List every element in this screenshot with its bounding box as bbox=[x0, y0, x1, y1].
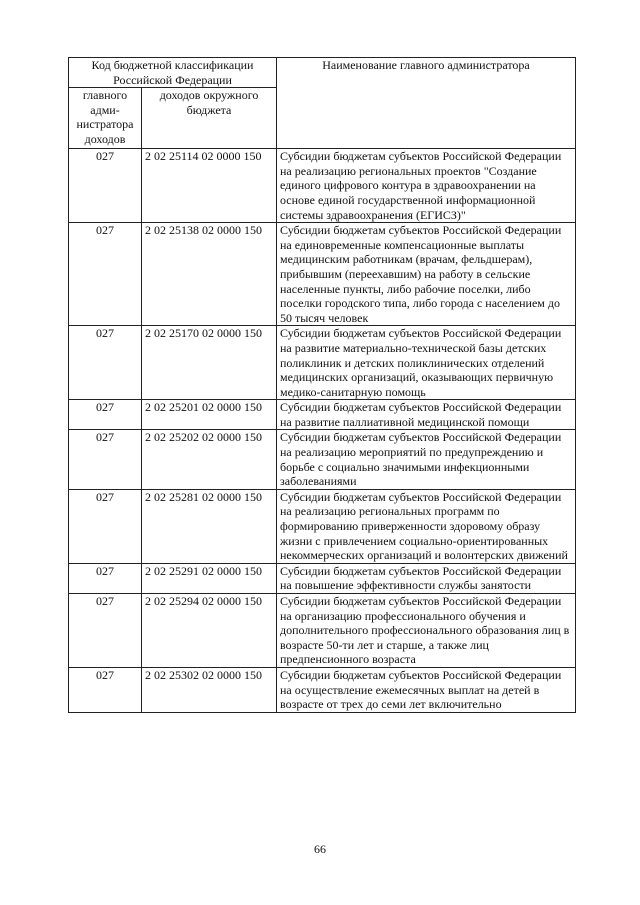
revenue-code-cell: 2 02 25291 02 0000 150 bbox=[142, 563, 277, 593]
table-row bbox=[69, 489, 576, 563]
administrator-name-cell: Субсидии бюджетам субъектов Российской Федерации на организацию профессионального обучения и дополнительного профессионального образования лиц в возрасте 50-ти лет и старше, а также лиц предпенсионного возраста bbox=[277, 594, 576, 668]
revenue-code-cell: 2 02 25201 02 0000 150 bbox=[142, 400, 277, 430]
table-row bbox=[69, 149, 576, 223]
table-row bbox=[69, 430, 576, 489]
page-number: 66 bbox=[314, 842, 326, 856]
administrator-name-cell: Субсидии бюджетам субъектов Российской Федерации на реализацию региональных проектов "Создание единого цифрового контура в здравоохранении на основе единой государственной информационной системы здравоохранения (ЕГИСЗ)" bbox=[277, 149, 576, 223]
table-row bbox=[69, 326, 576, 400]
revenue-code-cell: 2 02 25202 02 0000 150 bbox=[142, 430, 277, 489]
admin-code-cell: 027 bbox=[69, 326, 142, 400]
administrator-name-cell: Субсидии бюджетам субъектов Российской Федерации на реализацию мероприятий по предупреждению и борьбе с социально значимыми инфекционными заболеваниями bbox=[277, 430, 576, 489]
admin-code-cell: 027 bbox=[69, 223, 142, 326]
revenue-code-cell: 2 02 25114 02 0000 150 bbox=[142, 149, 277, 223]
revenue-code-cell: 2 02 25170 02 0000 150 bbox=[142, 326, 277, 400]
admin-code-cell: 027 bbox=[69, 594, 142, 668]
administrator-name-cell: Субсидии бюджетам субъектов Российской Федерации на осуществление ежемесячных выплат на детей в возрасте от трех до семи лет включительно bbox=[277, 667, 576, 712]
admin-code-cell: 027 bbox=[69, 489, 142, 563]
revenue-code-cell: 2 02 25294 02 0000 150 bbox=[142, 594, 277, 668]
header-chief-administrator: главного адми-нистратора доходов bbox=[69, 88, 142, 149]
administrator-name-cell: Субсидии бюджетам субъектов Российской Федерации на реализацию региональных программ по формированию приверженности здоровому образу жизни с привлечением социально-ориентированных некоммерческих организаций и волонтерских движений bbox=[277, 489, 576, 563]
budget-classification-table bbox=[68, 57, 576, 713]
admin-code-cell: 027 bbox=[69, 667, 142, 712]
administrator-name-cell: Субсидии бюджетам субъектов Российской Федерации на повышение эффективности службы занятости bbox=[277, 563, 576, 593]
table-row bbox=[69, 594, 576, 668]
table-row bbox=[69, 223, 576, 326]
admin-code-cell: 027 bbox=[69, 563, 142, 593]
revenue-code-cell: 2 02 25302 02 0000 150 bbox=[142, 667, 277, 712]
administrator-name-cell: Субсидии бюджетам субъектов Российской Федерации на развитие паллиативной медицинской помощи bbox=[277, 400, 576, 430]
admin-code-cell: 027 bbox=[69, 430, 142, 489]
table-body bbox=[69, 149, 576, 713]
header-district-revenue: доходов окружного бюджета bbox=[142, 88, 277, 149]
revenue-code-cell: 2 02 25138 02 0000 150 bbox=[142, 223, 277, 326]
revenue-code-cell: 2 02 25281 02 0000 150 bbox=[142, 489, 277, 563]
table-header bbox=[69, 58, 576, 149]
table-row bbox=[69, 667, 576, 712]
table-row bbox=[69, 563, 576, 593]
admin-code-cell: 027 bbox=[69, 149, 142, 223]
admin-code-cell: 027 bbox=[69, 400, 142, 430]
administrator-name-cell: Субсидии бюджетам субъектов Российской Федерации на развитие материально-технической базы детских поликлиник и детских поликлинических отделений медицинских организаций, оказывающих первичную медико-санитарную помощь bbox=[277, 326, 576, 400]
header-administrator-name: Наименование главного администратора bbox=[277, 58, 576, 149]
header-classification-code: Код бюджетной классификации Российской Федерации bbox=[69, 58, 277, 88]
administrator-name-cell: Субсидии бюджетам субъектов Российской Федерации на единовременные компенсационные выплаты медицинским работникам (врачам, фельдшерам), прибывшим (переехавшим) на работу в сельские населенные пункты, либо рабочие поселки, либо поселки городского типа, либо города с населением до 50 тысяч человек bbox=[277, 223, 576, 326]
table-row bbox=[69, 400, 576, 430]
